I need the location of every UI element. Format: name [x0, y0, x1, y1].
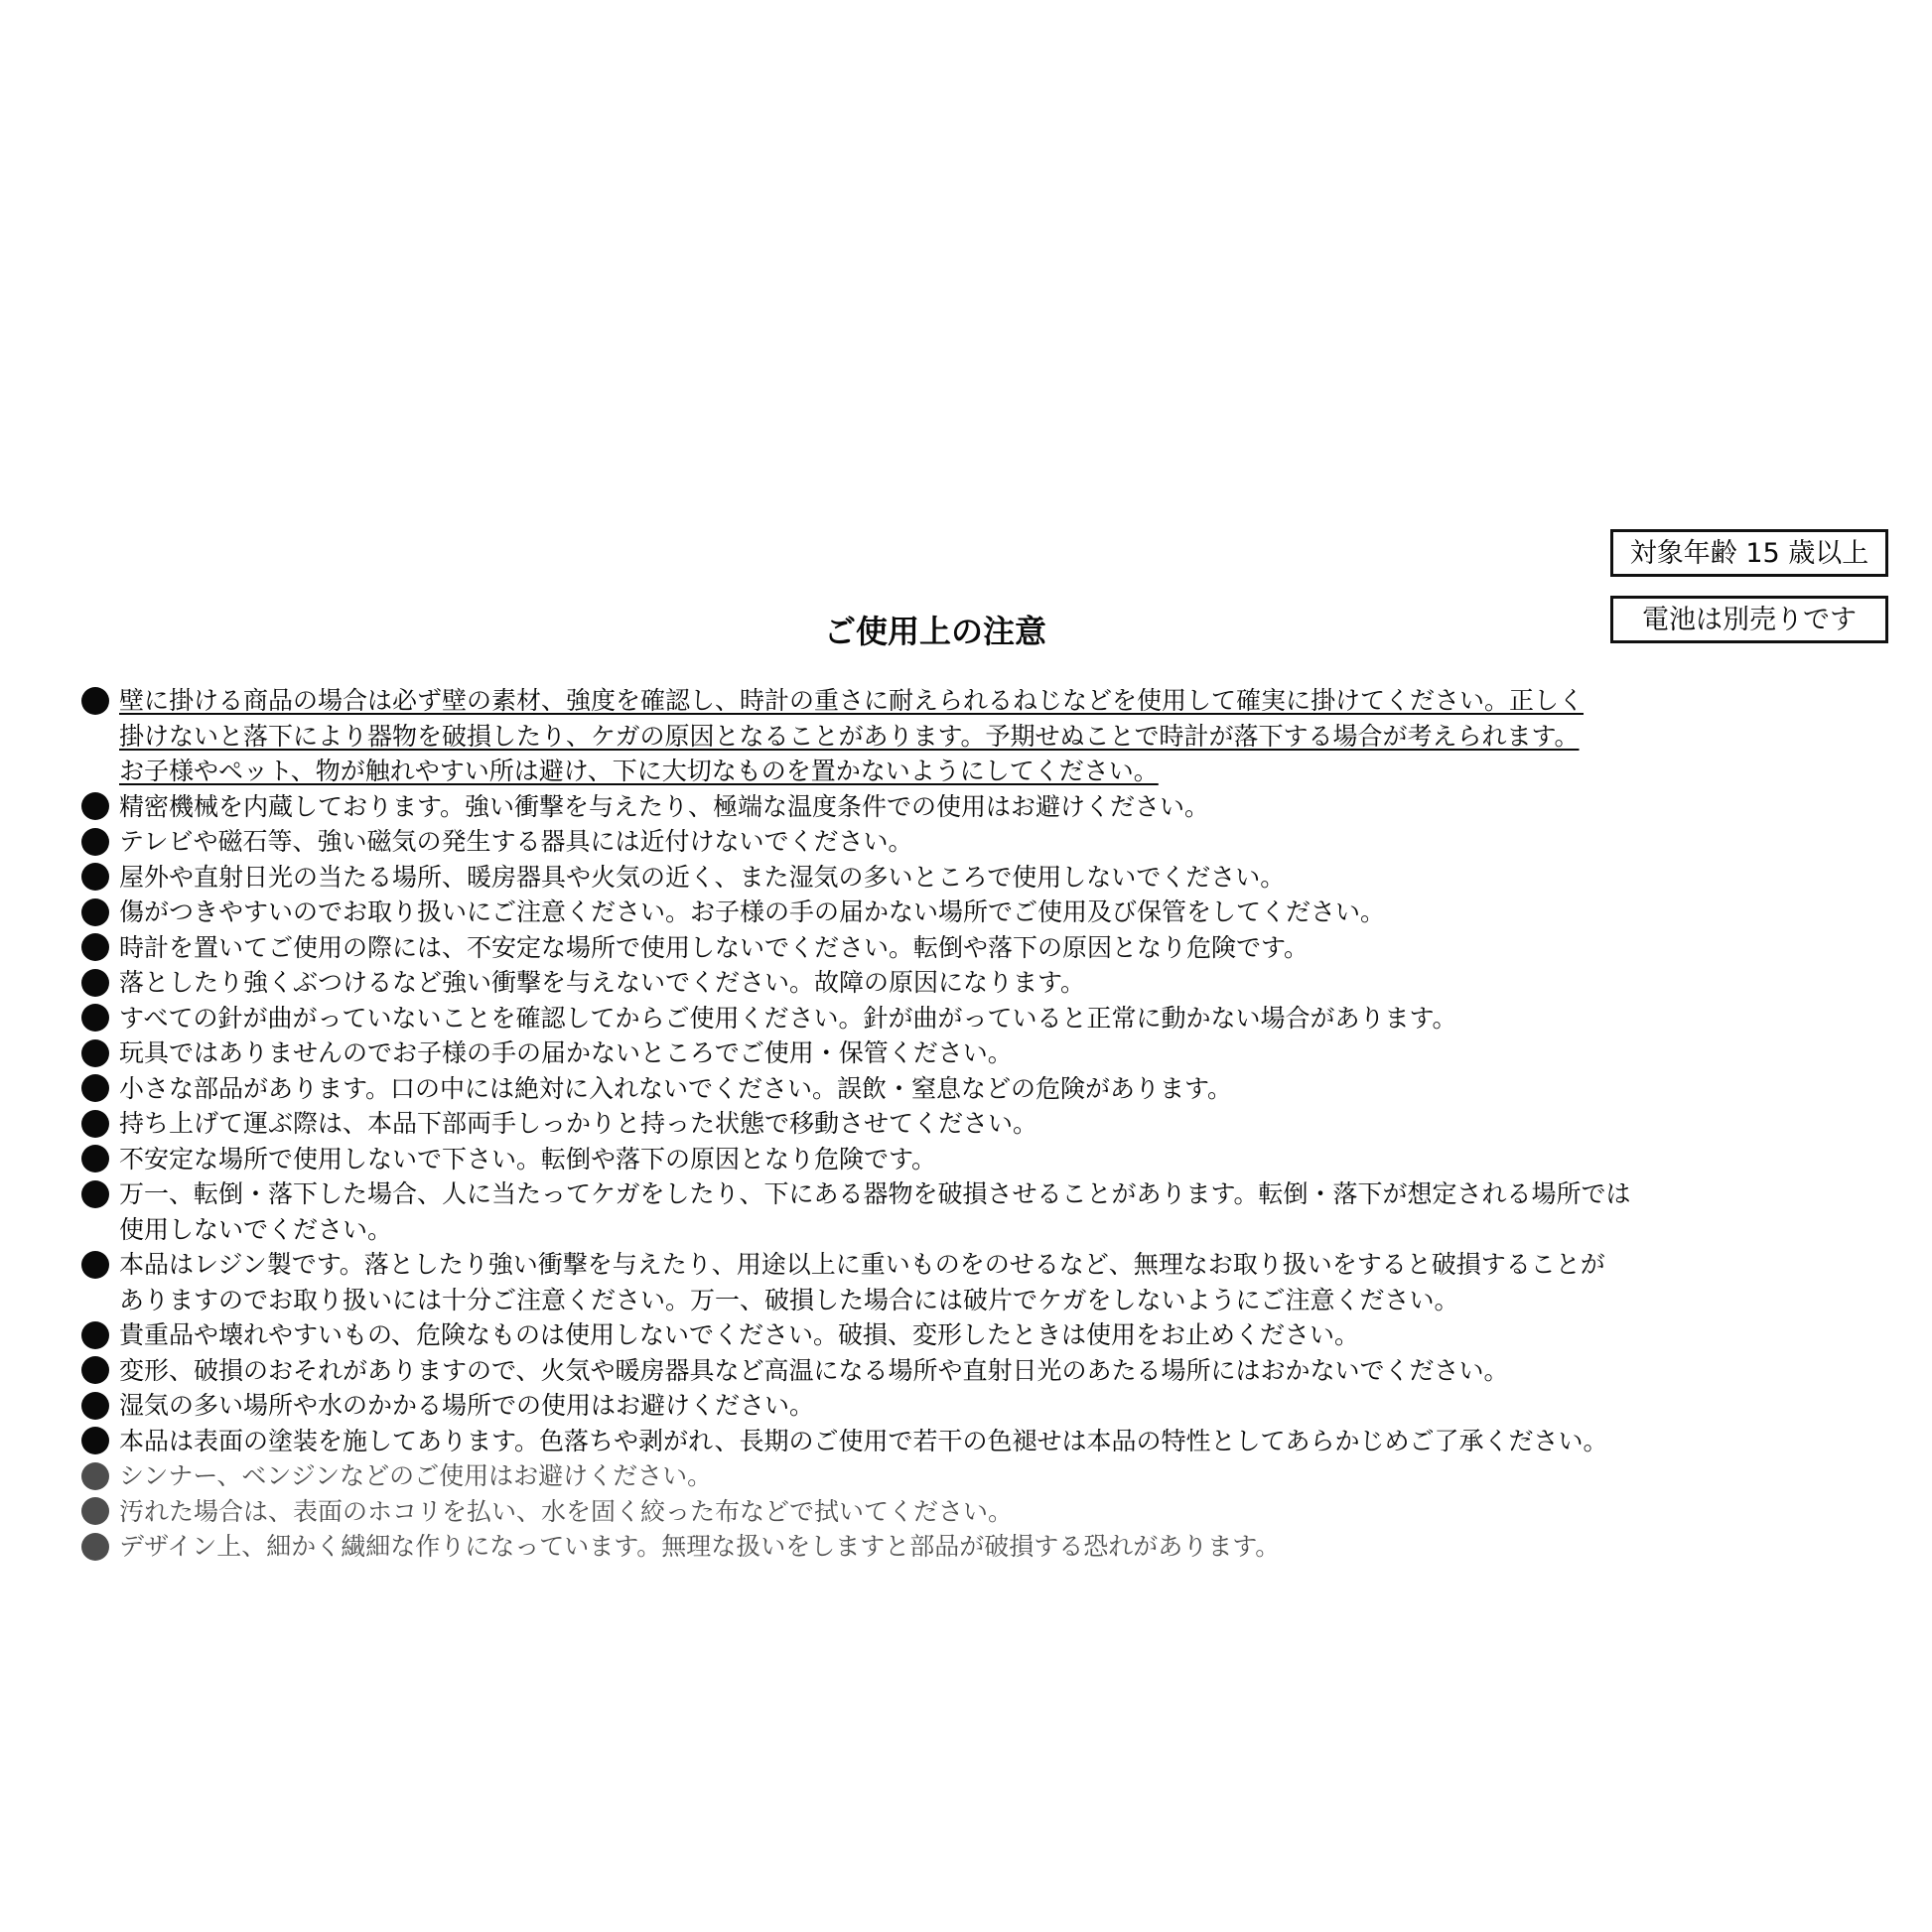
caution-text [119, 824, 913, 860]
caution-item [81, 860, 1888, 896]
page-title: ご使用上の注意 [824, 613, 1047, 650]
caution-item [81, 1035, 1888, 1071]
caution-text-line: 湿気の多い場所や水のかかる場所での使用はお避けください。 [119, 1391, 815, 1420]
caution-item [81, 1247, 1888, 1317]
caution-text-line: 汚れた場合は、表面のホコリを払い、水を固く絞った布などで拭いてください。 [119, 1496, 1014, 1526]
caution-text [119, 1176, 1631, 1247]
bullet-icon [81, 1039, 109, 1067]
caution-item [81, 965, 1888, 1001]
bullet-icon [81, 828, 109, 856]
caution-text [119, 1458, 712, 1494]
caution-text-line: お子様やペット、物が触れやすい所は避け、下に大切なものを置かないようにしてください。 [119, 757, 1159, 785]
caution-text [119, 1424, 1608, 1459]
caution-text-line: 玩具ではありませんのでお子様の手の届かないところでご使用・保管ください。 [119, 1038, 1013, 1067]
bullet-icon [81, 1074, 109, 1102]
caution-text [119, 683, 1584, 789]
caution-text-line: 掛けないと落下により器物を破損したり、ケガの原因となることがあります。予期せぬことで時計が落下する場合が考えられます。 [119, 721, 1580, 751]
caution-text-line: 本品は表面の塗装を施してあります。色落ちや剥がれ、長期のご使用で若干の色褪せは本品の特性としてあらかじめご了承ください。 [119, 1426, 1608, 1455]
bullet-icon [81, 1321, 109, 1349]
caution-text [119, 1247, 1605, 1317]
caution-item [81, 1071, 1888, 1107]
caution-text-line: デザイン上、細かく繊細な作りになっています。無理な扱いをしますと部品が破損する恐れがあります。 [119, 1532, 1281, 1561]
caution-text-line: ありますのでお取り扱いには十分ご注意ください。万一、破損した場合には破片でケガをしないようにご注意ください。 [119, 1285, 1459, 1314]
caution-text [119, 930, 1309, 966]
bullet-icon [81, 933, 109, 961]
target-age-text: 対象年齢 15 歳以上 [1629, 537, 1869, 569]
caution-text [119, 1353, 1509, 1389]
caution-text [119, 1035, 1013, 1071]
bullet-icon [81, 792, 109, 820]
caution-item [81, 1388, 1888, 1424]
bullet-icon [81, 1110, 109, 1138]
caution-item [81, 1529, 1888, 1565]
bullet-icon [81, 1145, 109, 1173]
bullet-icon [81, 1392, 109, 1420]
caution-text-line: 屋外や直射日光の当たる場所、暖房器具や火気の近く、また湿気の多いところで使用しないでください。 [119, 862, 1286, 892]
caution-text-line: 変形、破損のおそれがありますので、火気や暖房器具など高温になる場所や直射日光のあたる場所にはおかないでください。 [119, 1355, 1509, 1385]
bullet-icon [81, 1251, 109, 1279]
caution-item [81, 1176, 1888, 1247]
bullet-icon [81, 1533, 109, 1561]
caution-item [81, 895, 1888, 930]
caution-text [119, 1317, 1359, 1353]
caution-text [119, 1001, 1457, 1036]
caution-text-line: 時計を置いてご使用の際には、不安定な場所で使用しないでください。転倒や落下の原因となり危険です。 [119, 932, 1310, 962]
caution-text-line: 壁に掛ける商品の場合は必ず壁の素材、強度を確認し、時計の重さに耐えられるねじなどを使用して確実に掛けてください。正しく [119, 686, 1585, 715]
caution-text [119, 1494, 1013, 1530]
caution-item [81, 1001, 1888, 1036]
caution-text-line: 傷がつきやすいのでお取り扱いにご注意ください。お子様の手の届かない場所でご使用及び保管をしてください。 [119, 897, 1386, 926]
caution-item [81, 1494, 1888, 1530]
caution-text [119, 1071, 1232, 1107]
caution-text [119, 860, 1285, 896]
bullet-icon [81, 1356, 109, 1384]
caution-text-line: すべての針が曲がっていないことを確認してからご使用ください。針が曲がっていると正常に動かない場合があります。 [119, 1003, 1457, 1033]
bullet-icon [81, 1180, 109, 1208]
caution-item [81, 789, 1888, 825]
caution-text [119, 1388, 814, 1424]
caution-item [81, 824, 1888, 860]
battery-sold-separately-badge [1610, 596, 1888, 643]
caution-text-line: 貴重品や壊れやすいもの、危険なものは使用しないでください。破損、変形したときは使用をお止めください。 [119, 1320, 1360, 1349]
caution-list [81, 683, 1888, 1565]
bullet-icon [81, 1462, 109, 1490]
caution-text-line: 小さな部品があります。口の中には絶対に入れないでください。誤飲・窒息などの危険があります。 [119, 1073, 1233, 1103]
caution-text-line: 本品はレジン製です。落としたり強い衝撃を与えたり、用途以上に重いものをのせるなど、無理なお取り扱いをすると破損することが [119, 1250, 1605, 1279]
caution-text [119, 1142, 936, 1177]
bullet-icon [81, 898, 109, 926]
bullet-icon [81, 863, 109, 891]
caution-text [119, 965, 1085, 1001]
caution-text-line: 不安定な場所で使用しないで下さい。転倒や落下の原因となり危険です。 [119, 1144, 937, 1173]
caution-text-line: 持ち上げて運ぶ際は、本品下部両手しっかりと持った状態で移動させてください。 [119, 1109, 1038, 1138]
caution-text-line: テレビや磁石等、強い磁気の発生する器具には近付けないでください。 [119, 827, 913, 856]
target-age-badge [1610, 529, 1888, 577]
caution-text [119, 789, 1209, 825]
caution-text-line: 精密機械を内蔵しております。強い衝撃を与えたり、極端な温度条件での使用はお避けください。 [119, 791, 1210, 821]
caution-item [81, 1142, 1888, 1177]
caution-text-line: 使用しないでください。 [119, 1214, 393, 1244]
caution-text [119, 1529, 1280, 1565]
caution-item [81, 1106, 1888, 1142]
bullet-icon [81, 1427, 109, 1454]
caution-text-line: シンナー、ベンジンなどのご使用はお避けください。 [119, 1461, 713, 1490]
bullet-icon [81, 1004, 109, 1032]
bullet-icon [81, 687, 109, 715]
caution-text [119, 895, 1385, 930]
caution-text-line: 万一、転倒・落下した場合、人に当たってケガをしたり、下にある器物を破損させることがあります。転倒・落下が想定される場所では [119, 1179, 1631, 1208]
caution-item [81, 1458, 1888, 1494]
bullet-icon [81, 1497, 109, 1525]
caution-item [81, 1353, 1888, 1389]
caution-item [81, 1317, 1888, 1353]
caution-item [81, 1424, 1888, 1459]
caution-text-line: 落としたり強くぶつけるなど強い衝撃を与えないでください。故障の原因になります。 [119, 968, 1086, 997]
caution-text [119, 1106, 1037, 1142]
caution-item [81, 683, 1888, 789]
battery-note-text: 電池は別売りです [1642, 604, 1857, 635]
bullet-icon [81, 969, 109, 997]
caution-item [81, 930, 1888, 966]
